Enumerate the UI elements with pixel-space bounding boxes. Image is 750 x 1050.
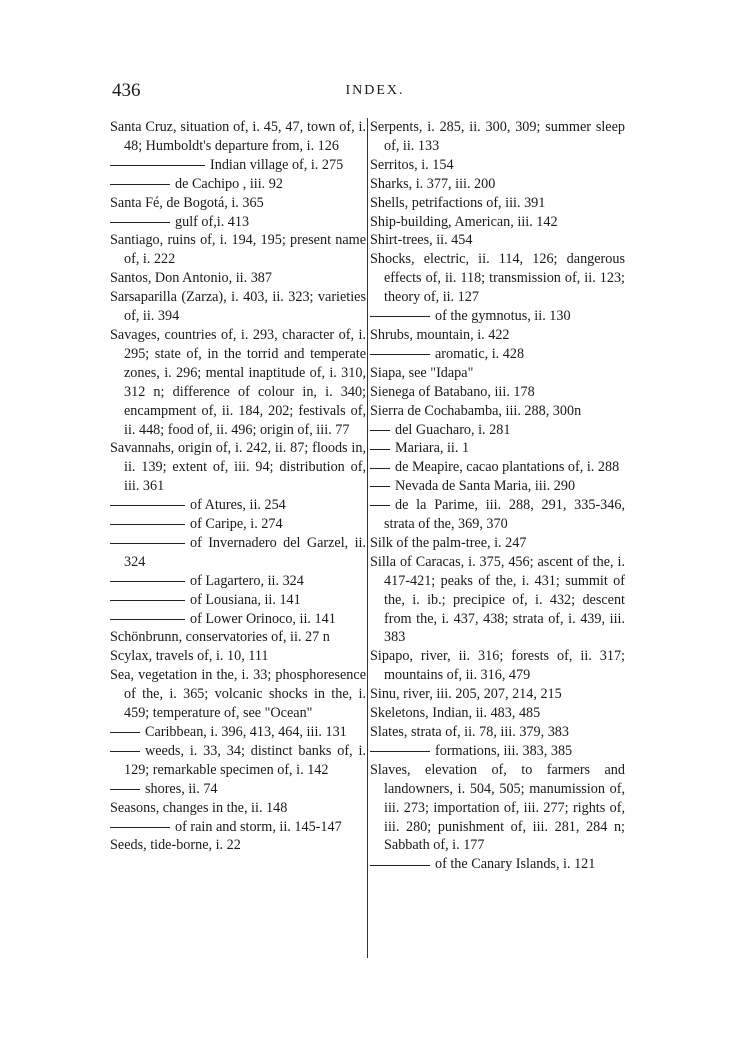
index-entry-text: shores, ii. 74 xyxy=(145,780,218,797)
ditto-dash xyxy=(110,543,185,544)
index-entry-text: Shells, petrifactions of, iii. 391 xyxy=(370,194,546,211)
ditto-dash xyxy=(370,354,430,355)
index-entry xyxy=(110,799,366,818)
index-entry-text: of Caripe, i. 274 xyxy=(190,516,283,533)
index-entry xyxy=(370,231,625,250)
index-entry xyxy=(110,515,366,534)
index-entry xyxy=(110,326,366,439)
index-entry-text: of rain and storm, ii. 145-147 xyxy=(175,818,342,835)
ditto-dash xyxy=(110,581,185,582)
index-entry xyxy=(370,496,625,534)
ditto-dash xyxy=(110,751,140,752)
index-entry-text: of the gymnotus, ii. 130 xyxy=(435,308,571,325)
column-divider xyxy=(367,118,368,958)
index-entry xyxy=(370,175,625,194)
index-entry-text: weeds, i. 33, 34; distinct banks of, i. 129; remarkable specimen of, i. 142 xyxy=(124,742,366,778)
index-entry xyxy=(110,723,366,742)
page-number: 436 xyxy=(112,80,141,101)
ditto-dash xyxy=(370,865,430,866)
index-entry-text: Sipapo, river, ii. 316; forests of, ii. 317; mountains of, ii. 316, 479 xyxy=(370,648,625,684)
index-entry-text: of Lousiana, ii. 141 xyxy=(190,591,301,608)
index-entry xyxy=(110,156,366,175)
index-entry-text: Santos, Don Antonio, ii. 387 xyxy=(110,270,272,287)
index-entry-text: Indian village of, i. 275 xyxy=(210,156,344,173)
index-entry xyxy=(370,704,625,723)
index-entry-text: Sea, vegetation in the, i. 33; phosphoresence of the, i. 365; volcanic shocks in the, i. 459; temperature of, see "Ocean" xyxy=(110,667,366,722)
index-entry xyxy=(370,553,625,648)
index-entry-text: of Lower Orinoco, ii. 141 xyxy=(190,610,336,627)
index-entry xyxy=(370,742,625,761)
index-entry xyxy=(370,855,625,874)
index-entry-text: Santa Cruz, situation of, i. 45, 47, town of, i. 48; Humboldt's departure from, i. 126 xyxy=(110,119,366,154)
ditto-dash xyxy=(370,486,390,487)
index-entry xyxy=(370,213,625,232)
index-entry xyxy=(110,534,366,572)
index-entry-text: Seasons, changes in the, ii. 148 xyxy=(110,799,288,816)
index-entry-text: del Guacharo, i. 281 xyxy=(395,421,511,438)
index-entry-text: Siapa, see "Idapa" xyxy=(370,364,474,381)
ditto-dash xyxy=(110,732,140,733)
index-entry xyxy=(370,761,625,856)
index-entry xyxy=(110,647,366,666)
index-entry xyxy=(370,439,625,458)
index-entry-text: aromatic, i. 428 xyxy=(435,345,525,362)
index-entry-text: Sarsaparilla (Zarza), i. 403, ii. 323; varieties of, ii. 394 xyxy=(110,289,366,325)
index-entry xyxy=(110,194,366,213)
index-entry xyxy=(110,213,366,232)
index-entry xyxy=(370,421,625,440)
index-entry-text: Sierra de Cochabamba, iii. 288, 300n xyxy=(370,402,582,419)
index-entry xyxy=(110,836,366,855)
index-entry-text: Serritos, i. 154 xyxy=(370,156,454,173)
ditto-dash xyxy=(370,449,390,450)
index-entry-text: of Atures, ii. 254 xyxy=(190,497,286,514)
index-column-right xyxy=(370,118,625,874)
index-entry-text: Mariara, ii. 1 xyxy=(395,440,470,457)
index-entry xyxy=(370,250,625,307)
index-entry-text: Skeletons, Indian, ii. 483, 485 xyxy=(370,705,541,722)
index-entry-text: Shrubs, mountain, i. 422 xyxy=(370,326,510,343)
ditto-dash xyxy=(110,222,170,223)
index-entry xyxy=(370,364,625,383)
index-entry xyxy=(370,194,625,213)
ditto-dash xyxy=(110,165,205,166)
ditto-dash xyxy=(110,827,170,828)
index-entry-text: Sienega of Batabano, iii. 178 xyxy=(370,383,535,400)
index-entry-text: Schönbrunn, conservatories of, ii. 27 n xyxy=(110,629,330,646)
index-entry-text: gulf of,i. 413 xyxy=(175,213,250,230)
index-entry xyxy=(370,534,625,553)
ditto-dash xyxy=(370,316,430,317)
index-entry xyxy=(110,742,366,780)
index-entry-text: de Meapire, cacao plantations of, i. 288 xyxy=(395,459,620,476)
ditto-dash xyxy=(110,184,170,185)
index-entry-text: Caribbean, i. 396, 413, 464, iii. 131 xyxy=(145,724,347,740)
ditto-dash xyxy=(370,751,430,752)
index-entry-text: Sharks, i. 377, iii. 200 xyxy=(370,175,496,192)
index-entry-text: Savannahs, origin of, i. 242, ii. 87; floods in, ii. 139; extent of, iii. 94; distribution of, iii. 361 xyxy=(110,440,366,495)
index-column-left xyxy=(110,118,366,855)
page-title: INDEX. xyxy=(345,83,405,98)
index-entry xyxy=(110,496,366,515)
index-entry-text: of Lagartero, ii. 324 xyxy=(190,572,304,589)
index-entry xyxy=(370,458,625,477)
index-entry-text: Slates, strata of, ii. 78, iii. 379, 383 xyxy=(370,724,569,740)
ditto-dash xyxy=(110,505,185,506)
index-entry xyxy=(370,326,625,345)
index-entry-text: Silla of Caracas, i. 375, 456; ascent of the, i. 417-421; peaks of the, i. 431; summit of the, i. ib.; precipice of, i. 432; descent from the, i. 437, 438; strata of, i. 439, iii. 383 xyxy=(370,553,625,646)
index-entry xyxy=(110,666,366,723)
index-entry xyxy=(370,477,625,496)
index-entry xyxy=(110,572,366,591)
index-entry xyxy=(110,175,366,194)
index-entry-text: Santiago, ruins of, i. 194, 195; present name of, i. 222 xyxy=(110,232,366,268)
index-entry-text: formations, iii. 383, 385 xyxy=(435,742,573,759)
ditto-dash xyxy=(110,524,185,525)
index-entry-text: Nevada de Santa Maria, iii. 290 xyxy=(395,478,576,495)
index-entry-text: de la Parime, iii. 288, 291, 335-346, strata of the, 369, 370 xyxy=(384,497,625,533)
index-entry-text: Ship-building, American, iii. 142 xyxy=(370,213,558,230)
index-entry-text: Shocks, electric, ii. 114, 126; dangerous effects of, ii. 118; transmission of, ii. 123; theory of, ii. 127 xyxy=(370,251,625,306)
index-entry-text: Santa Fé, de Bogotá, i. 365 xyxy=(110,194,264,211)
index-entry-text: Savages, countries of, i. 293, character of, i. 295; state of, in the torrid and temperate zones, i. 296; mental inaptitude of, i. 310, 312 n; difference of colour in, i. 340; encampment of, ii. 184, 202; festivals of, ii. 448; food of, ii. 496; origin of, iii. 77 xyxy=(110,326,366,438)
index-entry xyxy=(370,156,625,175)
ditto-dash xyxy=(370,430,390,431)
index-entry xyxy=(370,723,625,742)
ditto-dash xyxy=(370,468,390,469)
index-entry-text: de Cachipo , iii. 92 xyxy=(175,175,283,192)
ditto-dash xyxy=(110,789,140,790)
index-entry-text: Silk of the palm-tree, i. 247 xyxy=(370,534,527,551)
index-entry-text: of the Canary Islands, i. 121 xyxy=(435,856,596,873)
index-entry xyxy=(370,118,625,156)
ditto-dash xyxy=(110,619,185,620)
index-entry-text: Sinu, river, iii. 205, 207, 214, 215 xyxy=(370,686,562,703)
index-entry xyxy=(110,780,366,799)
ditto-dash xyxy=(110,600,185,601)
index-entry xyxy=(370,402,625,421)
index-entry-text: Serpents, i. 285, ii. 300, 309; summer sleep of, ii. 133 xyxy=(370,119,625,154)
index-entry-text: Scylax, travels of, i. 10, 111 xyxy=(110,648,269,665)
index-entry-text: Slaves, elevation of, to farmers and landowners, i. 504, 505; manumission of, iii. 273; importation of, iii. 277; rights of, iii. 280; punishment of, iii. 281, 284 n; Sabbath of, i. 177 xyxy=(370,761,625,854)
index-entry xyxy=(370,383,625,402)
index-entry-text: of Invernadero del Garzel, ii. 324 xyxy=(124,534,366,570)
index-entry xyxy=(370,647,625,685)
index-entry xyxy=(110,439,366,496)
ditto-dash xyxy=(370,505,390,506)
index-entry xyxy=(110,610,366,629)
index-entry xyxy=(110,818,366,837)
index-entry xyxy=(110,628,366,647)
index-entry xyxy=(370,307,625,326)
index-entry xyxy=(370,345,625,364)
index-entry xyxy=(110,118,366,156)
index-entry xyxy=(110,288,366,326)
index-entry xyxy=(110,591,366,610)
index-entry xyxy=(110,231,366,269)
index-entry-text: Seeds, tide-borne, i. 22 xyxy=(110,837,241,854)
index-entry xyxy=(370,685,625,704)
index-entry xyxy=(110,269,366,288)
index-entry-text: Shirt-trees, ii. 454 xyxy=(370,232,473,249)
